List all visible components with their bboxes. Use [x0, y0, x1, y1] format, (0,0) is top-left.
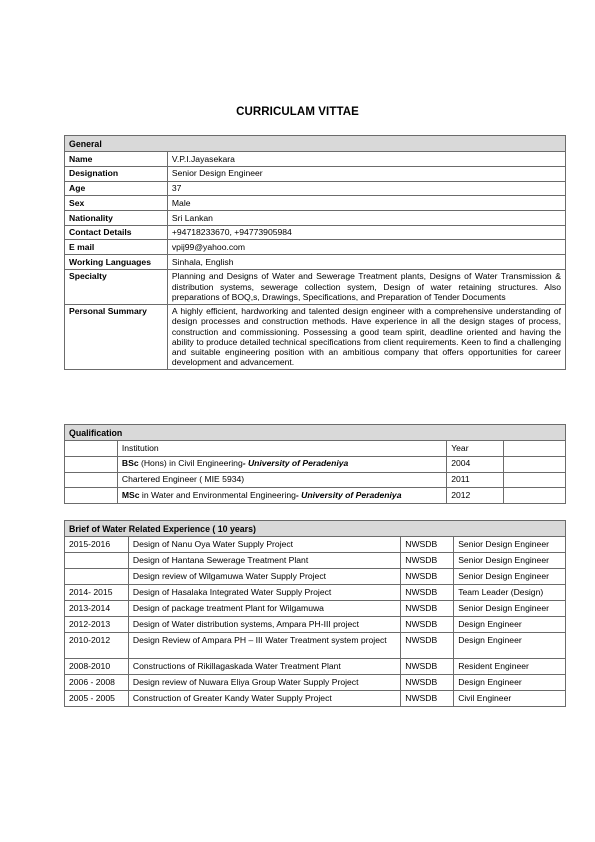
organization: NWSDB	[401, 691, 454, 707]
table-row	[65, 537, 566, 553]
empty-cell	[504, 456, 566, 472]
period: 2006 - 2008	[65, 675, 129, 691]
field-label: Personal Summary	[65, 304, 168, 369]
field-label: Name	[65, 152, 168, 167]
organization: NWSDB	[401, 675, 454, 691]
empty-cell	[504, 441, 566, 457]
table-row	[65, 196, 566, 211]
table-row	[65, 488, 566, 504]
period: 2008-2010	[65, 659, 129, 675]
field-label: E mail	[65, 240, 168, 255]
degree-subject: (Hons) in Civil Engineering	[138, 458, 243, 469]
field-label: Specialty	[65, 269, 168, 304]
email-value: vpij99@yahoo.com	[167, 240, 565, 255]
project: Constructions of Rikillagaskada Water Treatment Plant	[128, 659, 400, 675]
specialty-text: Planning and Designs of Water and Sewerage Treatment plants, Designs of Water Transmission & distribution systems, sewerage collection system, Design of water retaining structures. Also preparations of BOQ,s, Drawings, Specifications, and Preparation of Tender Documents	[167, 269, 565, 304]
field-value: +94718233670, +94773905984	[167, 225, 565, 240]
field-value: Sri Lankan	[167, 210, 565, 225]
qualification-table	[64, 424, 566, 504]
role: Design Engineer	[454, 617, 566, 633]
organization: NWSDB	[401, 553, 454, 569]
col-header-year: Year	[447, 441, 504, 457]
experience-header: Brief of Water Related Experience ( 10 years)	[65, 521, 566, 537]
table-row	[65, 553, 566, 569]
field-value: V.P.I.Jayasekara	[167, 152, 565, 167]
project: Design Review of Ampara PH – III Water Treatment system project	[128, 633, 400, 659]
qualification-text	[117, 472, 446, 488]
table-row	[65, 240, 566, 255]
field-label: Sex	[65, 196, 168, 211]
table-row	[65, 617, 566, 633]
table-row	[65, 675, 566, 691]
period: 2005 - 2005	[65, 691, 129, 707]
page-title: CURRICULAM VITTAE	[236, 106, 359, 118]
table-row	[65, 441, 566, 457]
project: Design review of Wilgamuwa Water Supply Project	[128, 569, 400, 585]
degree-abbr: MSc	[121, 489, 140, 500]
field-value: Senior Design Engineer	[167, 166, 565, 181]
organization: NWSDB	[401, 617, 454, 633]
organization: NWSDB	[401, 659, 454, 675]
project: Construction of Greater Kandy Water Supply Project	[128, 691, 400, 707]
period: 2014- 2015	[65, 585, 129, 601]
col-header-institution: Institution	[117, 441, 446, 457]
table-row	[65, 691, 566, 707]
table-row	[65, 225, 566, 240]
role: Senior Design Engineer	[454, 537, 566, 553]
project: Design of Hantana Sewerage Treatment Plant	[128, 553, 400, 569]
organization: NWSDB	[401, 569, 454, 585]
qualification-text	[117, 488, 446, 504]
empty-cell	[504, 472, 566, 488]
period: 2015-2016	[65, 537, 129, 553]
qualification-year: 2011	[447, 472, 504, 488]
role: Senior Design Engineer	[454, 569, 566, 585]
project: Design of package treatment Plant for Wilgamuwa	[128, 601, 400, 617]
role: Design Engineer	[454, 675, 566, 691]
table-row	[65, 152, 566, 167]
empty-cell	[65, 456, 118, 472]
period: 2010-2012	[65, 633, 129, 659]
organization: NWSDB	[401, 585, 454, 601]
organization: NWSDB	[401, 601, 454, 617]
period	[65, 553, 129, 569]
general-header: General	[65, 136, 566, 152]
table-row	[65, 601, 566, 617]
project: Design of Water distribution systems, Ampara PH-III project	[128, 617, 400, 633]
field-label: Designation	[65, 166, 168, 181]
field-label: Age	[65, 181, 168, 196]
period: 2013-2014	[65, 601, 129, 617]
degree-subject: Chartered Engineer ( MIE 5934)	[121, 474, 245, 485]
qualification-year: 2012	[447, 488, 504, 504]
experience-table	[64, 520, 566, 707]
personal-summary-text: A highly efficient, hardworking and talented design engineer with a comprehensive understanding of design processes and construction methods. Have experience in all the design stages of process, construction and commissioning. Possessing a good team spirit, deadline oriented and having the ability to produce detailed technical specifications from client requirements. Keen to find a challenging and suitable engineering position with an ambitious company that offers opportunities for career development and advancement.	[167, 304, 565, 369]
table-row	[65, 585, 566, 601]
empty-cell	[65, 441, 118, 457]
table-row	[65, 181, 566, 196]
organization: NWSDB	[401, 633, 454, 659]
university-name: - University of Peradeniya	[242, 458, 349, 469]
empty-cell	[65, 472, 118, 488]
qualification-year: 2004	[447, 456, 504, 472]
general-table	[64, 135, 566, 370]
degree-abbr: BSc	[121, 458, 139, 469]
field-value: Male	[167, 196, 565, 211]
empty-cell	[504, 488, 566, 504]
table-row	[65, 210, 566, 225]
table-row	[65, 456, 566, 472]
project: Design of Hasalaka Integrated Water Supply Project	[128, 585, 400, 601]
degree-subject: in Water and Environmental Engineering	[139, 489, 296, 500]
period	[65, 569, 129, 585]
university-name: - University of Peradeniya	[295, 489, 402, 500]
table-row	[65, 472, 566, 488]
table-row	[65, 304, 566, 369]
role: Senior Design Engineer	[454, 601, 566, 617]
role: Civil Engineer	[454, 691, 566, 707]
table-row	[65, 659, 566, 675]
field-value: Sinhala, English	[167, 255, 565, 270]
project: Design review of Nuwara Eliya Group Water Supply Project	[128, 675, 400, 691]
role: Design Engineer	[454, 633, 566, 659]
table-row	[65, 569, 566, 585]
table-row	[65, 255, 566, 270]
field-value: 37	[167, 181, 565, 196]
table-row	[65, 269, 566, 304]
field-label: Contact Details	[65, 225, 168, 240]
table-row	[65, 633, 566, 659]
table-row	[65, 166, 566, 181]
qualification-text	[117, 456, 446, 472]
organization: NWSDB	[401, 537, 454, 553]
period: 2012-2013	[65, 617, 129, 633]
role: Resident Engineer	[454, 659, 566, 675]
empty-cell	[65, 488, 118, 504]
role: Team Leader (Design)	[454, 585, 566, 601]
field-label: Working Languages	[65, 255, 168, 270]
qualification-header: Qualification	[65, 425, 566, 441]
project: Design of Nanu Oya Water Supply Project	[128, 537, 400, 553]
field-label: Nationality	[65, 210, 168, 225]
role: Senior Design Engineer	[454, 553, 566, 569]
